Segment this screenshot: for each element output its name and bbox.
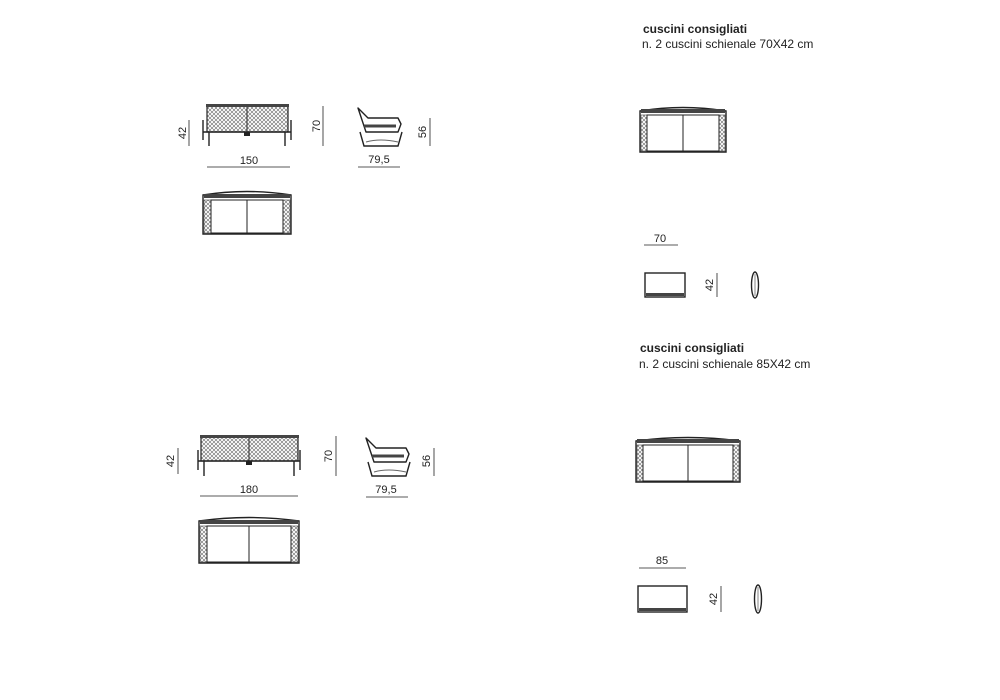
sofa-150-arm-height-dimension bbox=[417, 118, 430, 146]
sofa-180-depth-label: 79,5 bbox=[375, 484, 397, 496]
cushions-180-sofa-top-view bbox=[636, 438, 740, 483]
sofa-180-top-view bbox=[199, 518, 299, 564]
sofa-180-arm-height-label: 56 bbox=[421, 454, 433, 468]
cushions-150-description: n. 2 cuscini schienale 70X42 cm bbox=[642, 37, 814, 51]
cushions-180-description: n. 2 cuscini schienale 85X42 cm bbox=[639, 357, 811, 371]
sofa-180-width-label: 180 bbox=[239, 484, 259, 496]
cushion-180-height-label: 42 bbox=[708, 592, 720, 606]
sofa-180-seat-height-label: 42 bbox=[165, 454, 177, 468]
sofa-180-seat-height-dimension bbox=[165, 448, 178, 474]
cushion-150-side-view bbox=[752, 272, 759, 298]
sofa-150-height-label: 70 bbox=[311, 119, 323, 133]
cushion-150-front-view bbox=[645, 273, 685, 297]
cushion-150-height-dimension bbox=[704, 273, 717, 297]
cushion-150-width-label: 70 bbox=[653, 233, 667, 245]
sofa-180-depth-dimension bbox=[366, 484, 408, 497]
cushion-150-width-dimension bbox=[644, 233, 678, 245]
sofa-150-height-dimension bbox=[311, 106, 323, 146]
sofa-150-front-view bbox=[203, 104, 291, 146]
sofa-180-side-view bbox=[366, 438, 410, 476]
sofa-150-width-dimension bbox=[207, 155, 290, 167]
cushion-180-side-view bbox=[755, 585, 762, 613]
sofa-180-height-dimension bbox=[323, 436, 336, 476]
cushion-180-front-view bbox=[638, 586, 687, 612]
sofa-150-seat-height-dimension bbox=[177, 120, 189, 146]
cushion-150-height-label: 42 bbox=[704, 278, 716, 292]
sofa-150-seat-height-label: 42 bbox=[177, 126, 189, 140]
sofa-180-width-dimension bbox=[200, 484, 298, 496]
cushion-180-width-label: 85 bbox=[655, 555, 669, 567]
sofa-150-arm-height-label: 56 bbox=[417, 125, 429, 139]
sofa-150-top-view bbox=[203, 192, 291, 235]
cushions-150-sofa-top-view bbox=[640, 108, 726, 153]
sofa-180-height-label: 70 bbox=[323, 449, 335, 463]
sofa-180-arm-height-dimension bbox=[421, 448, 434, 476]
cushions-150-title: cuscini consigliati bbox=[643, 22, 748, 36]
cushion-180-height-dimension bbox=[708, 586, 721, 612]
cushions-180-title: cuscini consigliati bbox=[640, 341, 745, 355]
cushion-180-width-dimension bbox=[639, 555, 686, 568]
sofa-180-front-view bbox=[198, 435, 300, 476]
sofa-150-width-label: 150 bbox=[239, 155, 259, 167]
sofa-150-depth-dimension bbox=[358, 154, 400, 167]
sofa-150-side-view bbox=[358, 108, 402, 146]
sofa-150-depth-label: 79,5 bbox=[368, 154, 390, 166]
